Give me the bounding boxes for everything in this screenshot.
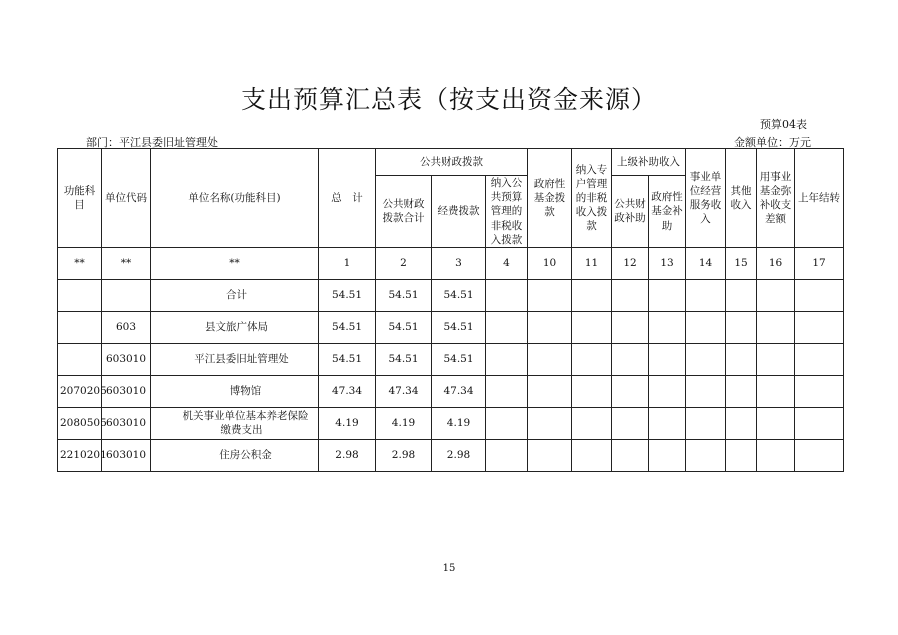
empty-cell [528,375,572,407]
empty-cell [757,343,795,375]
unit-name-cell: 县文旅广体局 [151,311,319,343]
unit-name-cell: 住房公积金 [151,439,319,471]
unit-code-cell: 603 [102,311,151,343]
unit-code-cell: 603010 [102,439,151,471]
expense-allocation-cell: 54.51 [432,343,486,375]
empty-cell [686,343,726,375]
index-cell: 2 [376,247,432,279]
empty-cell [528,407,572,439]
public-fiscal-total-cell: 2.98 [376,439,432,471]
empty-cell [649,279,686,311]
index-cell: 17 [795,247,844,279]
index-cell: 10 [528,247,572,279]
empty-cell [757,311,795,343]
unit-name-cell: 博物馆 [151,375,319,407]
header-gov-fund-subsidy: 政府性基金补助 [649,176,686,248]
empty-cell [795,375,844,407]
empty-cell [572,375,612,407]
empty-cell [612,279,649,311]
index-cell: 14 [686,247,726,279]
func-subject-cell: 2070205 [58,375,102,407]
header-expense-allocation: 经费拨款 [432,176,486,248]
empty-cell [612,343,649,375]
index-row [58,247,844,279]
empty-cell [726,375,757,407]
table-row [58,407,844,439]
header-special-non-tax: 纳入专户管理的非税收入拨款 [572,149,612,248]
empty-cell [649,439,686,471]
header-public-fiscal: 公共财政拨款 [376,149,528,176]
unit-name-cell [151,407,319,439]
index-cell: ** [151,247,319,279]
page-number: 15 [442,563,456,574]
empty-cell [726,439,757,471]
empty-cell [686,311,726,343]
empty-cell [795,343,844,375]
empty-cell [572,439,612,471]
table-row [58,375,844,407]
page-title: 支出预算汇总表（按支出资金来源） [240,85,657,114]
table-row [58,439,844,471]
empty-cell [486,439,528,471]
index-cell: 16 [757,247,795,279]
header-non-tax-in-budget: 纳入公共预算管理的非税收入拨款 [486,176,528,248]
func-subject-cell [58,279,102,311]
header-public-fiscal-subsidy: 公共财政补助 [612,176,649,248]
table-row [58,279,844,311]
total-cell: 2.98 [319,439,376,471]
header-business-income: 事业单位经营服务收入 [686,149,726,248]
empty-cell [795,279,844,311]
unit-name-cell: 平江县委旧址管理处 [151,343,319,375]
unit-name-cell: 合计 [151,279,319,311]
func-subject-cell: 2210201 [58,439,102,471]
empty-cell [572,343,612,375]
empty-cell [757,407,795,439]
unit-code-cell: 603010 [102,375,151,407]
empty-cell [686,279,726,311]
public-fiscal-total-cell: 47.34 [376,375,432,407]
empty-cell [486,311,528,343]
empty-cell [649,375,686,407]
header-gov-fund: 政府性基金拨款 [528,149,572,248]
total-cell: 54.51 [319,343,376,375]
amount-unit-label: 金额单位：万元 [734,136,811,149]
empty-cell [486,375,528,407]
empty-cell [528,439,572,471]
expense-allocation-cell: 47.34 [432,375,486,407]
header-unit-code: 单位代码 [102,149,151,248]
empty-cell [726,343,757,375]
empty-cell [726,311,757,343]
index-cell: 3 [432,247,486,279]
header-prev-year-carryover: 上年结转 [795,149,844,248]
empty-cell [612,439,649,471]
header-fund-make-up: 用事业基金弥补收支差额 [757,149,795,248]
empty-cell [572,311,612,343]
empty-cell [795,407,844,439]
empty-cell [795,311,844,343]
header-other-income: 其他收入 [726,149,757,248]
empty-cell [612,375,649,407]
header-public-fiscal-total: 公共财政拨款合计 [376,176,432,248]
unit-name-line: 缴费支出 [220,424,263,437]
total-cell: 54.51 [319,279,376,311]
public-fiscal-total-cell: 54.51 [376,311,432,343]
func-subject-cell [58,343,102,375]
index-cell: 4 [486,247,528,279]
index-cell: 15 [726,247,757,279]
empty-cell [612,407,649,439]
index-cell: 13 [649,247,686,279]
empty-cell [757,279,795,311]
unit-code-cell: 603010 [102,343,151,375]
empty-cell [726,407,757,439]
total-cell: 4.19 [319,407,376,439]
empty-cell [528,279,572,311]
empty-cell [795,439,844,471]
empty-cell [757,375,795,407]
expense-allocation-cell: 4.19 [432,407,486,439]
empty-cell [486,407,528,439]
unit-code-cell: 603010 [102,407,151,439]
index-cell: 11 [572,247,612,279]
form-code: 预算04表 [760,118,807,131]
index-cell: 12 [612,247,649,279]
index-cell: 1 [319,247,376,279]
empty-cell [528,311,572,343]
expense-allocation-cell: 54.51 [432,279,486,311]
func-subject-cell: 2080505 [58,407,102,439]
budget-table [57,148,844,472]
expense-allocation-cell: 2.98 [432,439,486,471]
empty-cell [572,279,612,311]
empty-cell [649,407,686,439]
header-superior-subsidy: 上级补助收入 [612,149,686,176]
index-cell: ** [58,247,102,279]
empty-cell [726,279,757,311]
header-total: 总 计 [319,149,376,248]
empty-cell [486,279,528,311]
func-subject-cell [58,311,102,343]
public-fiscal-total-cell: 4.19 [376,407,432,439]
header-row [58,149,844,176]
empty-cell [649,311,686,343]
empty-cell [686,439,726,471]
public-fiscal-total-cell: 54.51 [376,279,432,311]
empty-cell [572,407,612,439]
table-row [58,311,844,343]
empty-cell [528,343,572,375]
empty-cell [612,311,649,343]
empty-cell [686,407,726,439]
index-cell: ** [102,247,151,279]
public-fiscal-total-cell: 54.51 [376,343,432,375]
total-cell: 54.51 [319,311,376,343]
header-func-subject: 功能科目 [58,149,102,248]
empty-cell [757,439,795,471]
unit-code-cell [102,279,151,311]
table-row [58,343,844,375]
total-cell: 47.34 [319,375,376,407]
unit-name-line: 机关事业单位基本养老保险 [182,410,309,423]
expense-allocation-cell: 54.51 [432,311,486,343]
department-label: 部门：平江县委旧址管理处 [86,136,218,149]
empty-cell [649,343,686,375]
empty-cell [686,375,726,407]
header-unit-name: 单位名称(功能科目) [151,149,319,248]
empty-cell [486,343,528,375]
